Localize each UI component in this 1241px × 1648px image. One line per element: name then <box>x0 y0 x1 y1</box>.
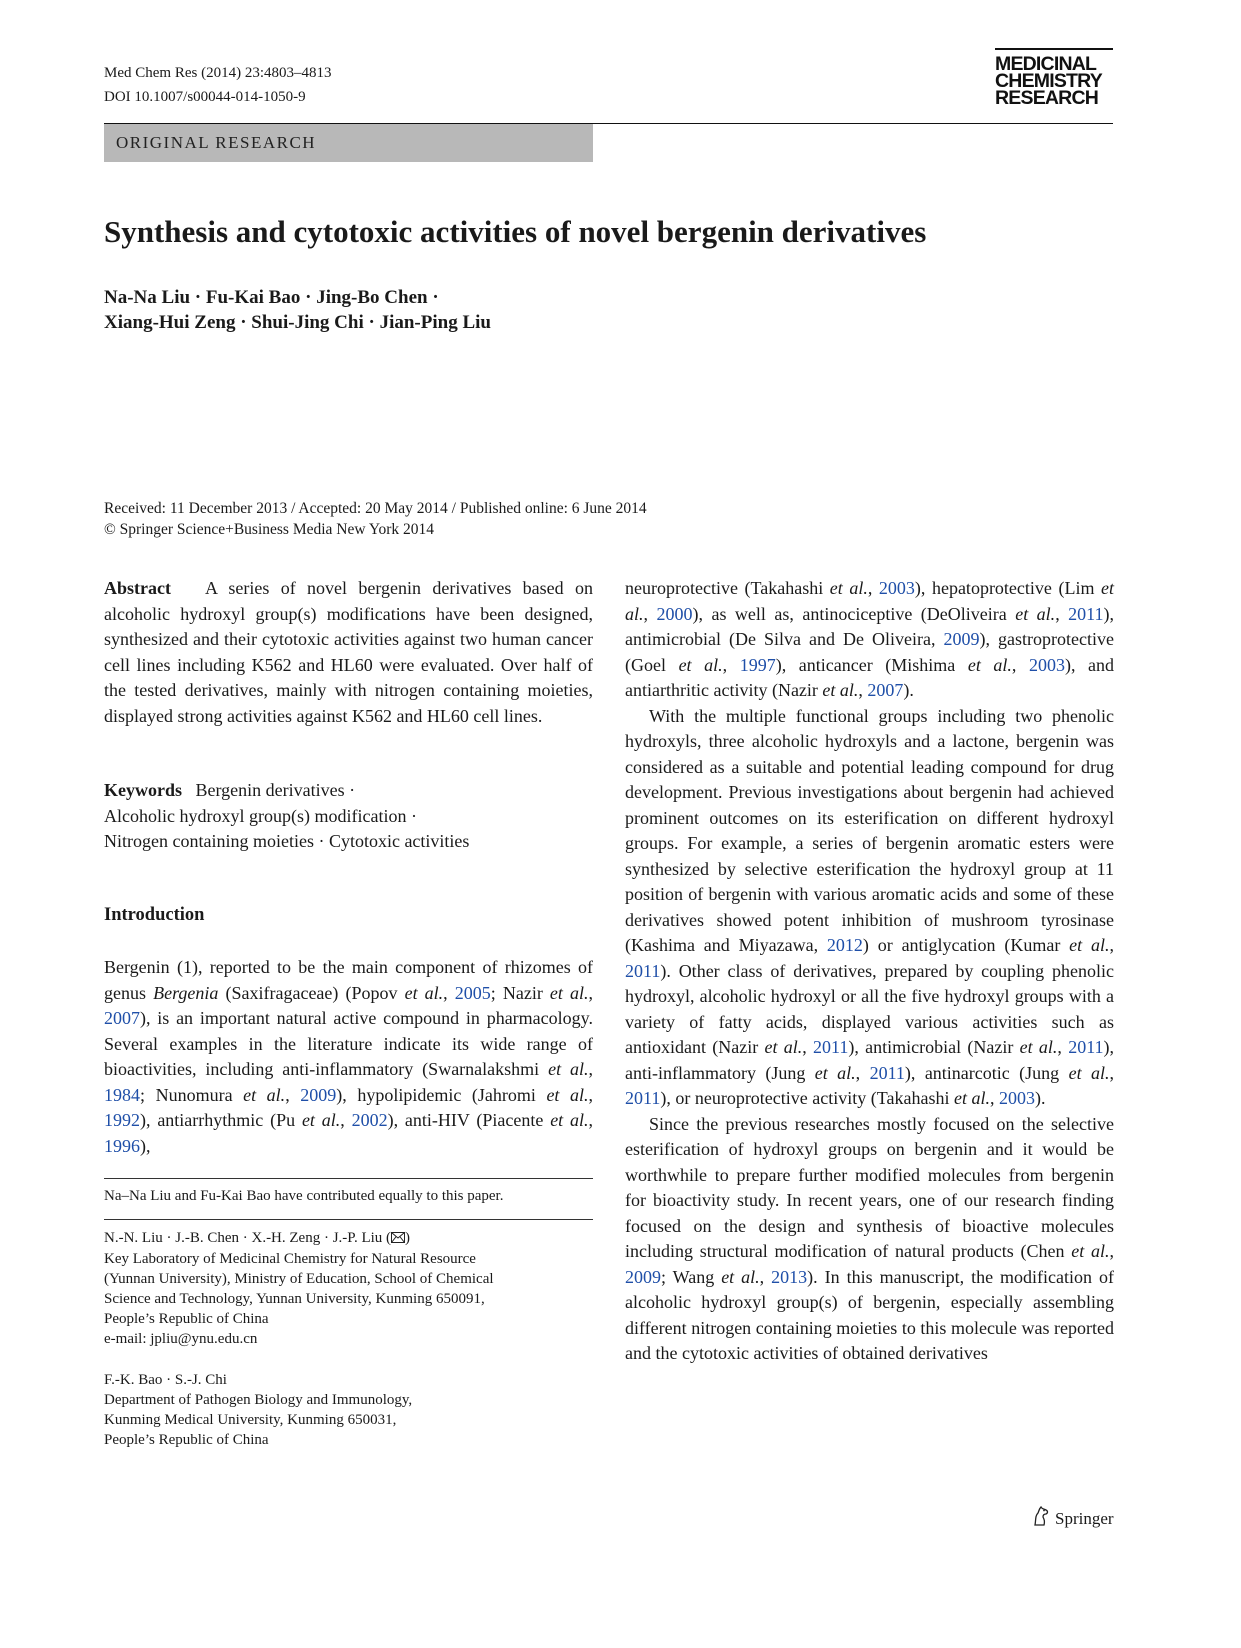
citation-link[interactable]: 2005 <box>454 982 491 1003</box>
et-al: et al. <box>243 1084 286 1105</box>
doi[interactable]: DOI 10.1007/s00044-014-1050-9 <box>104 89 306 105</box>
left-column <box>104 576 593 729</box>
abstract-text: A series of novel bergenin derivatives based on alcoholic hydroxyl group(s) modifications have been designed, synthesized and their cytotoxic activities against two human cancer cell lines including K562 and HL60 were evaluated. Over half of the tested derivatives, mainly with nitrogen containing moieties, displayed strong activities against K562 and HL60 cell lines. <box>104 578 593 726</box>
citation-link[interactable]: 2011 <box>625 960 661 981</box>
affiliation-1 <box>104 1228 494 1349</box>
citation-link[interactable]: 2002 <box>351 1110 388 1130</box>
text-run: ), and antiarthritic activity (Nazir <box>625 654 1115 700</box>
keywords-heading: Keywords <box>104 780 182 800</box>
citation-link[interactable]: 1984 <box>104 1084 140 1105</box>
et-al: et al. <box>1069 935 1110 955</box>
et-al: et al. <box>625 578 1115 624</box>
affiliation-2 <box>104 1370 412 1450</box>
keywords-line-1 <box>104 778 469 804</box>
equal-contribution-note: Na–Na Liu and Fu-Kai Bao have contributed equally to this paper. <box>104 1188 504 1204</box>
et-al: et al. <box>678 654 723 675</box>
text-run: ), gastroprotective (Goel <box>625 629 1114 675</box>
et-al: et al. <box>829 578 868 598</box>
text-run: ), hepatoprotective (Lim <box>914 578 1102 598</box>
text-run: ), anti-HIV (Piacente <box>387 1110 551 1130</box>
text-run: neuroprotective (Takahashi <box>625 578 830 598</box>
citation-link[interactable]: 2011 <box>869 1062 905 1083</box>
citation-link[interactable]: 1996 <box>104 1135 140 1156</box>
section-label: ORIGINAL RESEARCH <box>104 124 593 162</box>
abstract-heading: Abstract <box>104 578 171 598</box>
et-al: et al. <box>546 1084 589 1105</box>
citation-link[interactable]: 2012 <box>826 935 863 955</box>
citation-link[interactable]: 2009 <box>625 1266 661 1287</box>
abstract <box>104 576 593 729</box>
et-al: et al. <box>1071 1241 1110 1261</box>
authors <box>104 285 491 335</box>
journal-logo <box>995 53 1102 109</box>
text-run: , <box>443 982 455 1003</box>
text-run: ; Nazir <box>490 982 550 1003</box>
et-al: et al. <box>953 1088 990 1108</box>
citation-link[interactable]: 2011 <box>625 1088 661 1108</box>
text-run: Since the previous researches mostly focused on the selective esterification of hydroxyl groups on bergenin and it would be worthwhile to prepare further modified molecules from bergenin for bioactivity study. In recent years, one of our research finding focused on the design and synthesis of bioactive molecules including structural modification of natural products (Chen <box>625 1113 1114 1261</box>
et-al: et al. <box>814 1062 856 1083</box>
citation-link[interactable]: 2011 <box>1068 1037 1104 1057</box>
affiliation-1-authors <box>104 1228 494 1249</box>
keywords-line-2: Alcoholic hydroxyl group(s) modification · <box>104 805 417 826</box>
text-run: Bergenin (1), reported to be the main component of rhizomes of genus <box>104 957 593 1003</box>
et-al: et al. <box>548 1059 589 1079</box>
introduction-heading: Introduction <box>104 905 205 925</box>
text-run: ). Other class of derivatives, prepared by coupling phenolic hydroxyl, alcoholic hydroxyl or all the five hydroxyl groups with a variety of fatty acids, displayed various activities such as antioxidant (Nazir <box>625 960 1114 1057</box>
text-run: ), anticancer (Mishima <box>775 654 968 675</box>
affiliation-1-names: N.-N. Liu · J.-B. Chen · X.-H. Zeng · J.-P. Liu ( <box>104 1230 392 1246</box>
citation-link[interactable]: 2011 <box>813 1037 849 1057</box>
et-al: et al. <box>404 982 444 1003</box>
article-history <box>104 498 647 540</box>
right-column <box>625 576 1114 1367</box>
et-al: et al. <box>721 1266 760 1287</box>
logo-line-2: CHEMISTRY <box>995 70 1102 92</box>
citation-link[interactable]: 2003 <box>998 1088 1035 1108</box>
right-paragraph-3: Since the previous researches mostly focused on the selective esterification of hydroxyl groups on bergenin and it would be worthwhile to prepare further modified molecules from bergenin for bioactivity study. In recent years, one of our research finding focused on the design and synthesis of bioactive molecules including structural modification of natural products (Chen et al., 2009; Wang et al., 2013). In this manuscript, the modification of alcoholic hydroxyl group(s) of bergenin, especially assembling different nitrogen containing moieties to this molecule was reported and the cytotoxic activities of obtained derivatives <box>625 1113 1114 1363</box>
citation-link[interactable]: 2013 <box>771 1266 808 1287</box>
authors-line-1: Na-Na Liu · Fu-Kai Bao · Jing-Bo Chen · <box>104 287 439 308</box>
article-title: Synthesis and cytotoxic activities of novel bergenin derivatives <box>104 214 927 249</box>
text-run: (Saxifragaceae) (Popov <box>218 982 405 1003</box>
authors-line-2: Xiang-Hui Zeng · Shui-Jing Chi · Jian-Ping Liu <box>104 312 491 333</box>
text-run: ). <box>1034 1088 1046 1108</box>
et-al: et al. <box>967 654 1012 675</box>
text-run: ), <box>140 1135 151 1156</box>
affiliation-1-line-1: Key Laboratory of Medicinal Chemistry for Natural Resource <box>104 1251 476 1267</box>
copyright: © Springer Science+Business Media New York 2014 <box>104 521 435 538</box>
text-run: ), antinarcotic (Jung <box>904 1062 1069 1083</box>
text-run: ), antimicrobial (De Silva and De Oliveira, <box>625 603 1115 649</box>
et-al: et al. <box>1015 603 1056 624</box>
citation-link[interactable]: 2009 <box>943 629 980 649</box>
right-paragraph-2: With the multiple functional groups including two phenolic hydroxyls, three alcoholic hydroxyls and a lactone, bergenin was considered as a suitable and potential leading compound for drug development. Previous investigations about bergenin had achieved prominent outcomes on its esterification on different hydroxyl groups. For example, a series of bergenin aromatic esters were synthesized by selective esterification the hydroxyl group at 11 position of bergenin with various aromatic acids and some of these derivatives showed potent inhibition of mushroom tyrosinase (Kashima and Miyazawa, 2012) or antiglycation (Kumar et al., 2011). Other class of derivatives, prepared by coupling phenolic hydroxyl, alcoholic hydroxyl or all the five hydroxyl groups with a variety of fatty acids, displayed various activities such as antioxidant (Nazir et al., 2011), antimicrobial (Nazir et al., 2011), anti-inflammatory (Jung et al., 2011), antinarcotic (Jung et al., 2011), or neuroprotective activity (Takahashi et al., 2003). <box>625 705 1115 1108</box>
footnote-rule <box>104 1178 593 1179</box>
et-al: et al. <box>764 1037 803 1057</box>
et-al: et al. <box>1068 1062 1110 1083</box>
affiliation-1-line-2: (Yunnan University), Ministry of Education, School of Chemical <box>104 1271 494 1287</box>
text-run: With the multiple functional groups including two phenolic hydroxyls, three alcoholic hydroxyls and a lactone, bergenin was considered as a suitable and potential leading compound for drug development. Previous investigations about bergenin had achieved prominent outcomes on its esterification on different hydroxyl groups. For example, a series of bergenin aromatic esters were synthesized by selective esterification the hydroxyl group at 11 position of bergenin with various aromatic acids and some of these derivatives showed potent inhibition of mushroom tyrosinase (Kashima and Miyazawa, <box>625 705 1114 955</box>
et-al: et al. <box>822 680 859 700</box>
affiliation-2-line-2: Kunming Medical University, Kunming 650031, <box>104 1412 397 1428</box>
text-run: ), antimicrobial (Nazir <box>848 1037 1020 1057</box>
footnote-rule-2 <box>104 1219 593 1220</box>
envelope-icon <box>391 1229 405 1249</box>
text-run: ). In this manuscript, the modification of alcoholic hydroxyl group(s) of bergenin, especially assembling different nitrogen containing moieties to this molecule was reported and the cytotoxic activities of obtained derivatives <box>625 1266 1114 1363</box>
et-al: et al. <box>550 1110 589 1130</box>
et-al: et al. <box>301 1110 341 1130</box>
dates: Received: 11 December 2013 / Accepted: 20 May 2014 / Published online: 6 June 2014 <box>104 500 647 517</box>
logo-line-1: MEDICINAL <box>995 53 1097 75</box>
et-al: et al. <box>549 982 589 1003</box>
affiliation-1-line-3: Science and Technology, Yunnan University, Kunming 650091, <box>104 1291 485 1307</box>
affiliation-2-line-1: Department of Pathogen Biology and Immunology, <box>104 1392 413 1408</box>
publisher-name: Springer <box>1055 1509 1114 1528</box>
affiliation-2-authors: F.-K. Bao · S.-J. Chi <box>104 1372 227 1388</box>
affiliation-2-line-3: People’s Republic of China <box>104 1432 269 1448</box>
text-run: ), or neuroprotective activity (Takahashi <box>660 1088 954 1108</box>
intro-paragraph: Bergenin (1), reported to be the main component of rhizomes of genus Bergenia (Saxifragaceae) (Popov et al., 2005; Nazir et al., 2007), is an important natural active compound in pharmacology. Several examples in the literature indicate its wide range of bioactivities, including anti-inflammatory (Swarnalakshmi et al., 1984; Nunomura et al., 2009), hypolipidemic (Jahromi et al., 1992), antiarrhythmic (Pu et al., 2002), anti-HIV (Piacente et al., 1996), <box>104 957 594 1156</box>
paren: ) <box>405 1230 411 1246</box>
citation: Med Chem Res (2014) 23:4803–4813 <box>104 65 332 81</box>
citation-link[interactable]: 1997 <box>739 654 776 675</box>
citation-link[interactable]: 2007 <box>867 680 904 700</box>
text-run: ), hypolipidemic (Jahromi <box>336 1084 547 1105</box>
citation-link[interactable]: 2000 <box>656 603 693 624</box>
text-run: ), is an important natural active compound in pharmacology. Several examples in the literature indicate its wide range of bioactivities, including anti-inflammatory (Swarnalakshmi <box>104 1008 593 1079</box>
keywords <box>104 778 469 855</box>
citation-link[interactable]: 2011 <box>1068 603 1104 624</box>
logo-line-3: RESEARCH <box>995 87 1099 109</box>
springer-horse-icon <box>1032 1506 1050 1532</box>
publisher-mark <box>1032 1506 1114 1532</box>
text-run: ), anti-inflammatory (Jung <box>625 1037 1115 1083</box>
text-run: ) or antiglycation (Kumar <box>862 935 1070 955</box>
citation-link[interactable]: 2007 <box>104 1008 140 1028</box>
citation-link[interactable]: 2003 <box>1028 654 1065 675</box>
text-run: ), as well as, antinociceptive (DeOliveira <box>692 603 1016 624</box>
email-link[interactable]: e-mail: jpliu@ynu.edu.cn <box>104 1331 258 1347</box>
keywords-line-3: Nitrogen containing moieties · Cytotoxic activities <box>104 831 470 851</box>
genus-name: Bergenia <box>153 982 219 1003</box>
right-paragraph-1: neuroprotective (Takahashi et al., 2003), hepatoprotective (Lim et al., 2000), as well as, antinociceptive (DeOliveira et al., 2011), antimicrobial (De Silva and De Oliveira, 2009), gastroprotective (Goel et al., 1997), anticancer (Mishima et al., 2003), and antiarthritic activity (Nazir et al., 2007). <box>625 578 1115 700</box>
citation-link[interactable]: 1992 <box>104 1110 140 1130</box>
keyword-1: Bergenin derivatives · <box>195 780 356 800</box>
text-run: ). <box>903 680 914 700</box>
logo-rule <box>995 48 1113 50</box>
citation-link[interactable]: 2009 <box>300 1084 337 1105</box>
citation-link[interactable]: 2003 <box>878 578 915 598</box>
et-al: et al. <box>1019 1037 1058 1057</box>
affiliation-1-line-4: People’s Republic of China <box>104 1311 269 1327</box>
text-run: ; Wang <box>661 1266 722 1287</box>
text-run: ), antiarrhythmic (Pu <box>140 1110 302 1130</box>
text-run: ; Nunomura <box>140 1084 244 1105</box>
